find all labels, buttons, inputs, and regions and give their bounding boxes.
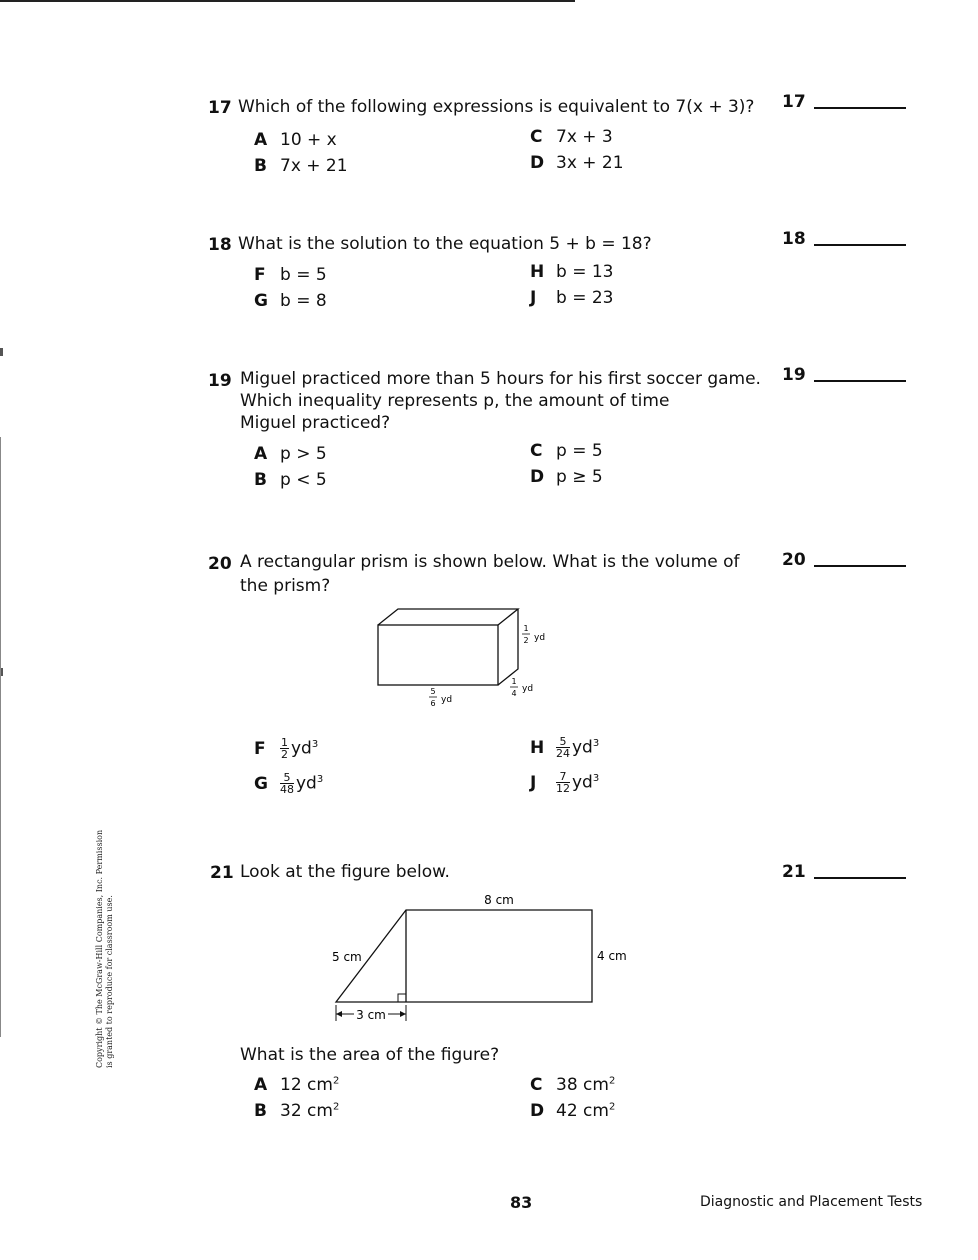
option-a[interactable] (254, 444, 327, 464)
fraction (556, 736, 570, 759)
option-c[interactable] (530, 1075, 615, 1095)
exponent: 2 (332, 1101, 340, 1113)
numerator: 5 (280, 772, 294, 784)
answer-number: 19 (782, 365, 806, 385)
numerator: 5 (556, 736, 570, 748)
answer-blank[interactable] (782, 550, 906, 570)
option-letter: A (254, 130, 268, 150)
option-text: 12 cm (280, 1075, 333, 1095)
answer-line[interactable] (814, 565, 906, 567)
depth-unit: yd (522, 684, 534, 694)
option-d[interactable] (530, 1101, 615, 1121)
question-text: What is the area of the figure? (240, 1045, 500, 1065)
answer-number: 17 (782, 92, 806, 112)
exponent: 2 (608, 1101, 616, 1113)
margin-line (0, 437, 1, 1037)
option-b[interactable] (254, 470, 327, 490)
option-f[interactable] (254, 265, 327, 285)
question-text: What is the solution to the equation 5 + b = 18? (238, 234, 652, 254)
copyright-notice (95, 798, 115, 1068)
option-a[interactable] (254, 1075, 339, 1095)
question-text: the prism? (240, 576, 331, 596)
footer-title: Diagnostic and Placement Tests (700, 1194, 923, 1210)
question-number: 19 (208, 371, 232, 391)
unit: yd (572, 772, 593, 793)
exponent: 2 (332, 1075, 340, 1087)
option-letter: B (254, 156, 267, 176)
question-number: 21 (210, 863, 234, 883)
denominator: 12 (556, 782, 570, 795)
right-angle-mark (398, 994, 406, 1002)
option-text: 10 + x (280, 130, 337, 150)
unit: yd (296, 773, 317, 794)
option-b[interactable] (254, 1101, 339, 1121)
option-letter: D (530, 467, 545, 487)
option-letter: D (530, 1101, 545, 1121)
question-number: 18 (208, 235, 232, 255)
exponent: 3 (311, 738, 319, 750)
option-text: 7x + 21 (280, 156, 348, 176)
option-letter: G (254, 291, 268, 311)
prism-front-face (378, 625, 498, 685)
option-letter: F (254, 265, 266, 285)
question-text: Miguel practiced more than 5 hours for his first soccer game. (240, 369, 761, 389)
height-unit: yd (534, 633, 546, 643)
option-letter: B (254, 1101, 267, 1121)
answer-blank[interactable] (782, 92, 906, 112)
option-text: p > 5 (280, 444, 327, 464)
option-letter: H (530, 737, 545, 758)
top-rule (0, 0, 575, 2)
unit: yd (572, 737, 593, 758)
option-letter: D (530, 153, 545, 173)
option-letter: C (530, 441, 543, 461)
option-letter: C (530, 1075, 543, 1095)
prism-side-face (498, 609, 518, 685)
option-c[interactable] (530, 127, 613, 147)
answer-line[interactable] (814, 107, 906, 109)
option-text: p ≥ 5 (556, 467, 603, 487)
option-letter: B (254, 470, 267, 490)
height-den: 2 (523, 636, 529, 645)
option-j[interactable] (530, 771, 599, 794)
option-text: 3x + 21 (556, 153, 624, 173)
question-text: Which inequality represents p, the amount of time (240, 391, 670, 411)
page-number: 83 (510, 1193, 533, 1212)
question-number: 17 (208, 98, 232, 118)
option-b[interactable] (254, 156, 348, 176)
option-g[interactable] (254, 291, 327, 311)
option-c[interactable] (530, 441, 603, 461)
answer-line[interactable] (814, 244, 906, 246)
copyright-line: Copyright © The McGraw-Hill Companies, Inc. Permission (95, 829, 104, 1068)
option-letter: C (530, 127, 543, 147)
option-text: p = 5 (556, 441, 603, 461)
option-text: 42 cm (556, 1101, 609, 1121)
margin-tick (0, 348, 3, 356)
option-h[interactable] (530, 736, 599, 759)
slant-length-label: 5 cm (332, 950, 362, 964)
option-text: 7x + 3 (556, 127, 613, 147)
answer-line[interactable] (814, 877, 906, 879)
depth-den: 4 (511, 689, 517, 698)
fraction (280, 737, 289, 760)
option-h[interactable] (530, 262, 613, 282)
numerator: 1 (281, 736, 288, 749)
length-unit: yd (441, 695, 453, 705)
base-length-label: 3 cm (356, 1008, 386, 1022)
unit: yd (291, 738, 312, 759)
fraction (280, 772, 294, 795)
answer-number: 21 (782, 862, 806, 882)
option-letter: G (254, 773, 268, 794)
question-text: Which of the following expressions is equivalent to 7(x + 3)? (238, 97, 755, 117)
answer-blank[interactable] (782, 365, 906, 385)
exponent: 3 (316, 773, 324, 785)
answer-number: 20 (782, 550, 806, 570)
option-j[interactable] (530, 288, 613, 308)
rectangular-prism-figure (370, 600, 570, 710)
denominator: 24 (556, 747, 570, 760)
prism-top-face (378, 609, 518, 625)
answer-line[interactable] (814, 380, 906, 382)
numerator: 7 (556, 771, 570, 783)
length-den: 6 (430, 699, 436, 708)
option-letter: J (530, 772, 537, 793)
answer-blank[interactable] (782, 229, 906, 249)
option-letter: J (530, 288, 537, 308)
option-g[interactable] (254, 772, 323, 795)
option-d[interactable] (530, 153, 624, 173)
option-text: b = 13 (556, 262, 614, 282)
option-letter: A (254, 444, 268, 464)
option-text: b = 5 (280, 265, 327, 285)
option-a[interactable] (254, 130, 337, 150)
exponent: 3 (592, 737, 600, 749)
top-length-label: 8 cm (484, 893, 514, 907)
option-text: p < 5 (280, 470, 327, 490)
denominator: 48 (280, 783, 294, 796)
option-text: 32 cm (280, 1101, 333, 1121)
answer-number: 18 (782, 229, 806, 249)
option-text: b = 23 (556, 288, 614, 308)
option-letter: F (254, 738, 266, 759)
copyright-line: is granted to reproduce for classroom use. (105, 895, 114, 1068)
answer-blank[interactable] (782, 862, 906, 882)
exponent: 3 (592, 772, 600, 784)
trapezoid-outline (336, 910, 592, 1002)
right-length-label: 4 cm (597, 949, 627, 963)
exponent: 2 (608, 1075, 616, 1087)
fraction (556, 771, 570, 794)
height-num: 1 (523, 624, 529, 633)
option-text: b = 8 (280, 291, 327, 311)
option-letter: A (254, 1075, 268, 1095)
option-text: 38 cm (556, 1075, 609, 1095)
depth-num: 1 (511, 677, 517, 686)
question-text: Look at the figure below. (240, 862, 450, 882)
denominator: 2 (281, 748, 288, 761)
length-num: 5 (430, 687, 436, 696)
option-f[interactable] (254, 737, 318, 760)
option-d[interactable] (530, 467, 603, 487)
question-number: 20 (208, 554, 232, 574)
option-letter: H (530, 262, 545, 282)
question-text: A rectangular prism is shown below. What is the volume of (240, 552, 740, 572)
trapezoid-figure (320, 885, 640, 1030)
question-text: Miguel practiced? (240, 413, 391, 433)
